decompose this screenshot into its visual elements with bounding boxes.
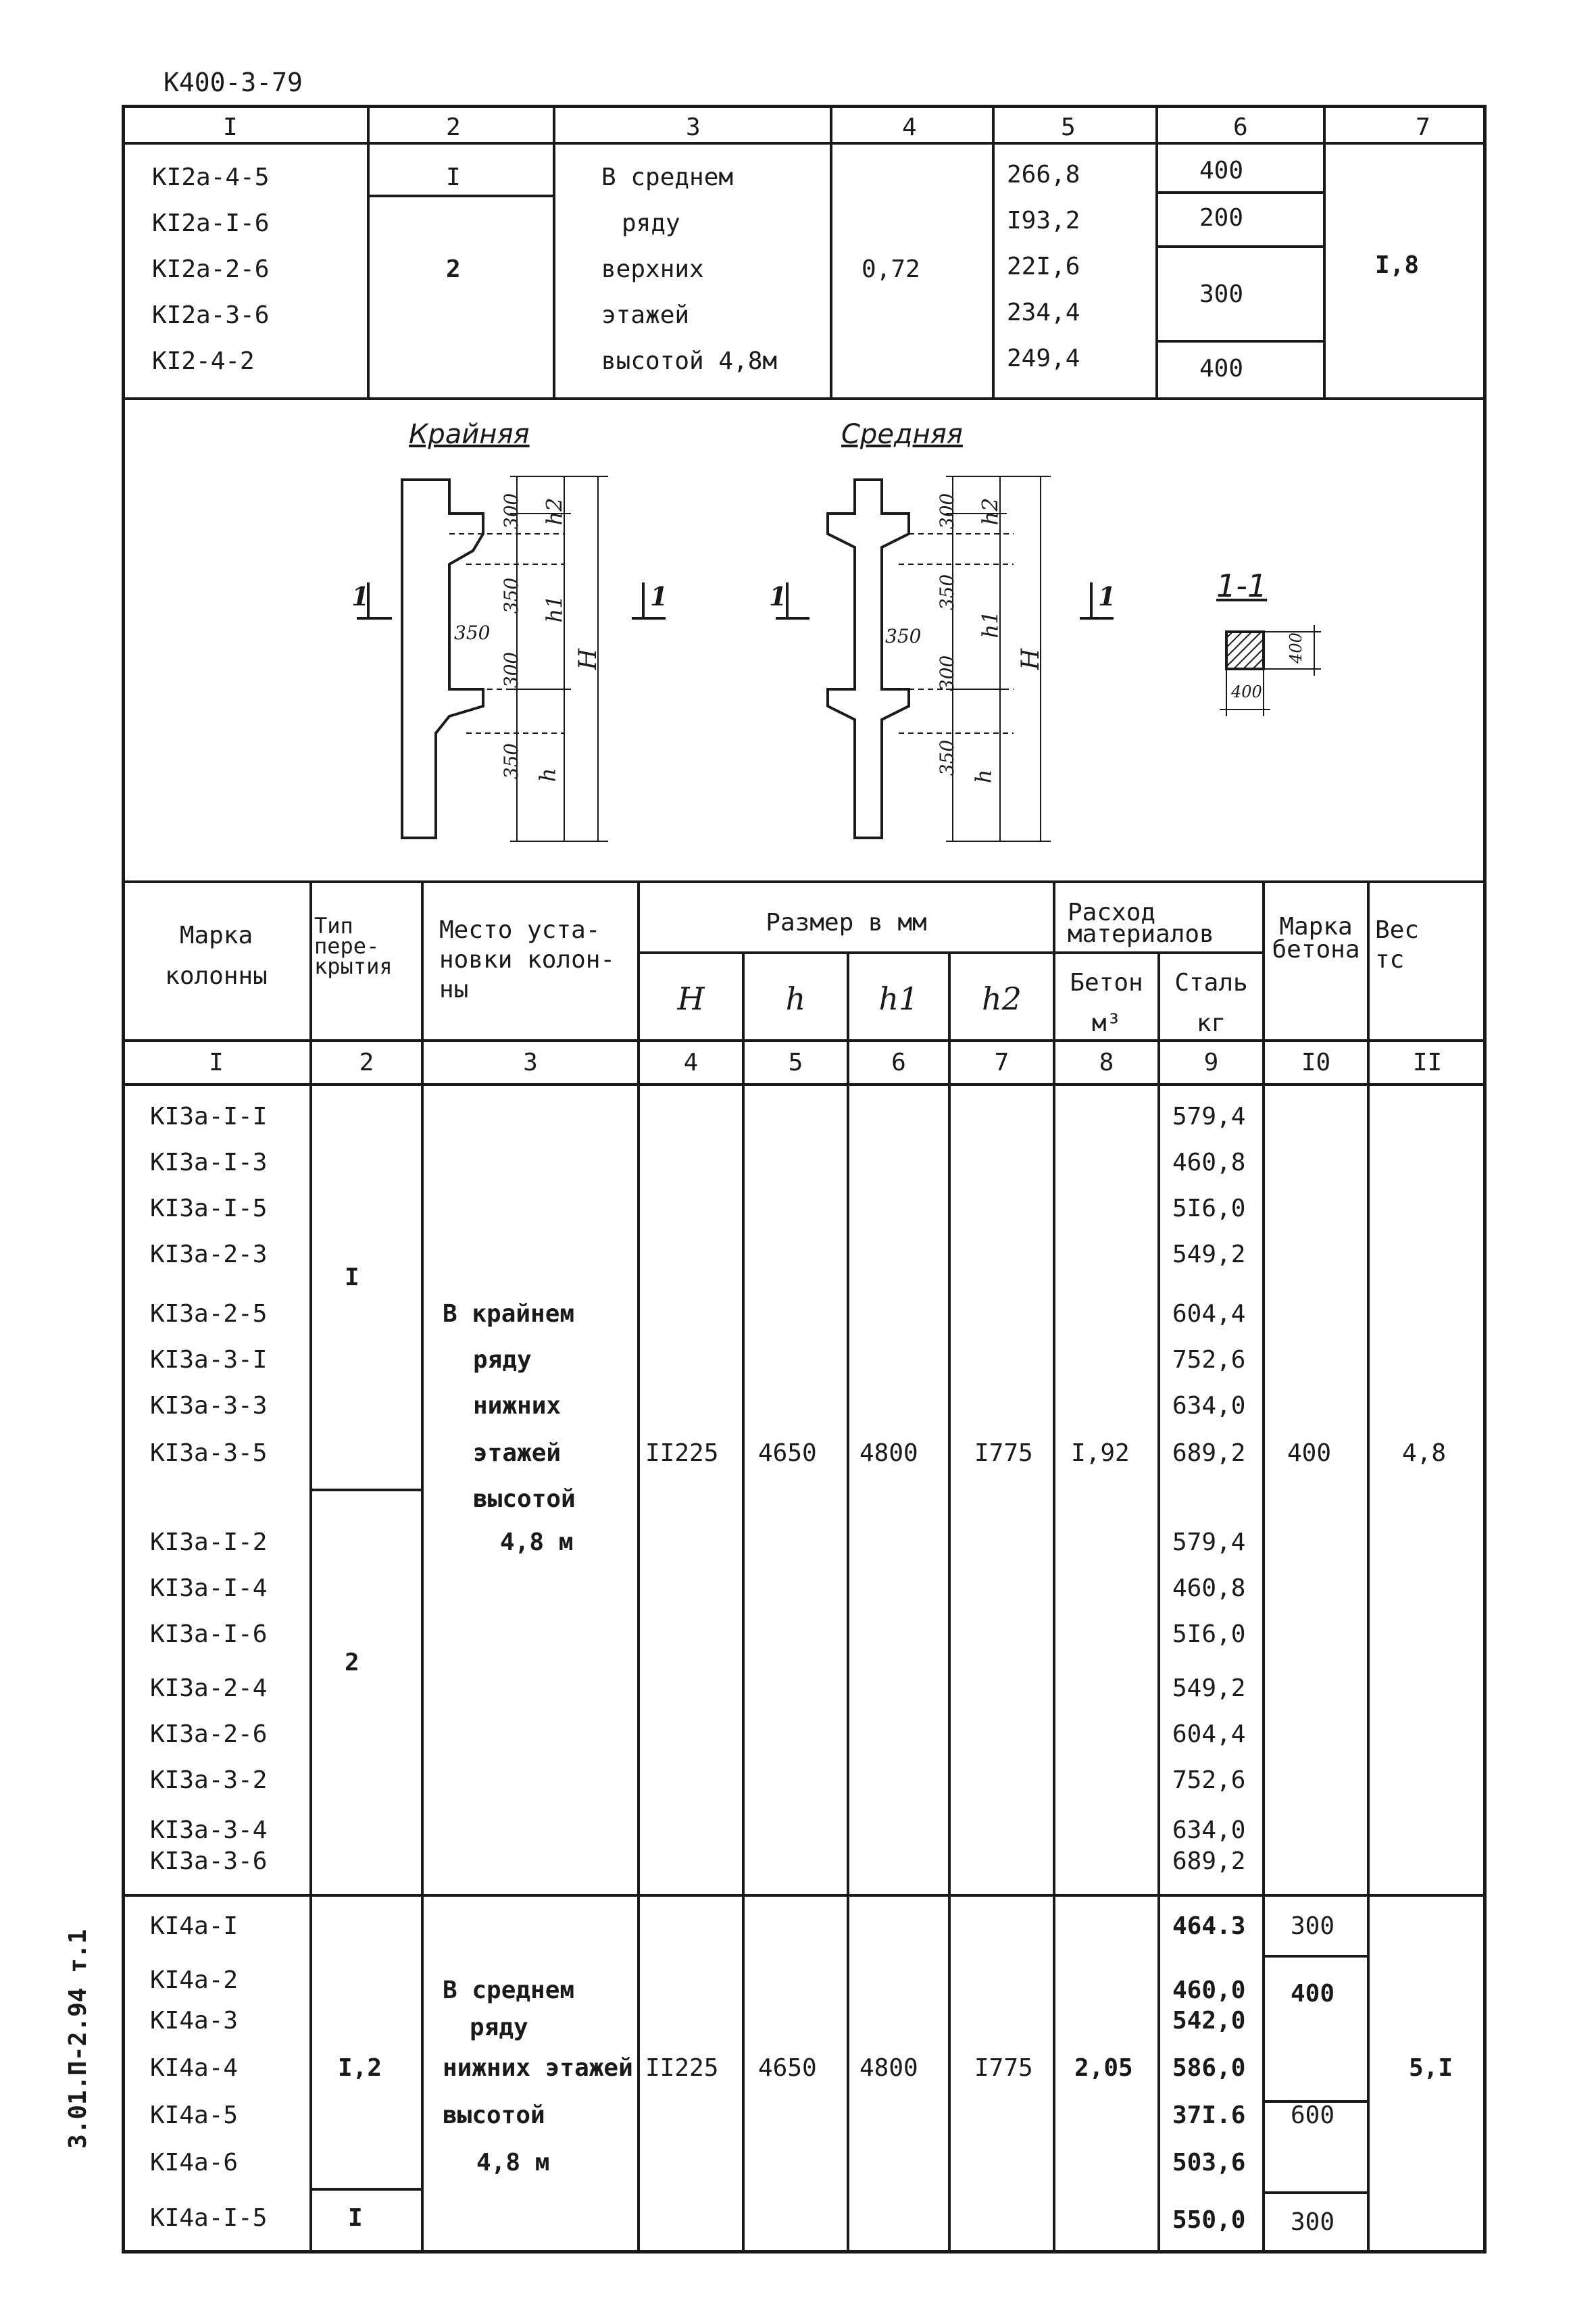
group1-steel: 579,4 (1172, 1528, 1246, 1556)
dim-h2: h2 (541, 497, 568, 526)
edge-column-label: Крайняя (409, 419, 530, 450)
table-row-mark: КI4а-3 (150, 2007, 239, 2035)
col-num: 2 (359, 1049, 374, 1076)
table-row-mark: КI3а-I-5 (150, 1195, 268, 1222)
top-steel: I93,2 (1007, 207, 1080, 234)
dim-350: 350 (936, 739, 959, 776)
group2-grade: 300 (1291, 1912, 1335, 1940)
col-num: 3 (523, 1049, 538, 1076)
header-h: h (785, 980, 806, 1017)
top-place: ряду (622, 209, 680, 237)
dim-350: 350 (936, 574, 959, 611)
col-num: 5 (788, 1049, 803, 1076)
table-row-mark: КI3а-I-3 (150, 1149, 268, 1176)
table-row-mark: КI3а-2-6 (150, 1720, 268, 1748)
top-grade: 400 (1199, 157, 1244, 184)
group1-H: II225 (645, 1439, 719, 1467)
group1-place: нижних (473, 1392, 562, 1420)
dim-300: 300 (936, 655, 959, 692)
section-mark-2: 1 (650, 581, 668, 612)
dim-h2: h2 (977, 497, 1003, 526)
table-row-mark: КI4а-6 (150, 2149, 239, 2176)
dim-400: 400 (1286, 632, 1305, 664)
group2-weight: 5,I (1409, 2054, 1453, 2082)
group1-steel: 634,0 (1172, 1392, 1246, 1420)
table-row-mark: КI3а-3-4 (150, 1816, 268, 1844)
group2-grade: 600 (1291, 2101, 1335, 2129)
dim-h1: h1 (977, 610, 1003, 639)
top-steel: 22I,6 (1007, 253, 1080, 280)
group1-place: этажей (473, 1439, 562, 1467)
top-col-num-6: 6 (1233, 114, 1248, 141)
group1-steel: 579,4 (1172, 1103, 1246, 1130)
top-place: высотой 4,8м (601, 347, 778, 375)
top-steel: 266,8 (1007, 161, 1080, 189)
section-label: 1-1 (1216, 568, 1268, 604)
group2-h: 4650 (758, 2054, 817, 2082)
group1-steel: 460,8 (1172, 1149, 1246, 1176)
top-mark: КI2а-2-6 (152, 255, 270, 283)
table-row-mark: КI4а-5 (150, 2101, 239, 2129)
table-row-mark: КI3а-2-4 (150, 1674, 268, 1702)
group1-steel: 5I6,0 (1172, 1620, 1246, 1648)
col-num: 9 (1203, 1049, 1219, 1076)
header-consumption: Расход материалов (1068, 899, 1214, 948)
side-code: 3.01.П-2.94 т.1 (64, 1928, 92, 2149)
dim-h1: h1 (541, 595, 568, 623)
table-row-mark: КI3а-I-6 (150, 1620, 268, 1648)
group1-grade: 400 (1287, 1439, 1332, 1467)
header-type: Тип пере- крытия (314, 913, 393, 979)
dim-h: h (534, 768, 561, 782)
group2-steel: 503,6 (1172, 2149, 1246, 2176)
top-type-1: I (446, 164, 461, 191)
group1-steel: 752,6 (1172, 1346, 1246, 1374)
group1-steel: 689,2 (1172, 1439, 1246, 1467)
top-grade: 300 (1199, 280, 1244, 308)
section-square (1226, 632, 1264, 669)
group2-h2: I775 (974, 2054, 1033, 2082)
top-weight: I,8 (1375, 251, 1420, 279)
table-row-mark: КI3а-3-5 (150, 1439, 268, 1467)
top-mark: КI2-4-2 (152, 347, 255, 375)
group2-place: В среднем (443, 1976, 575, 2004)
group1-place: В крайнем (443, 1300, 575, 1328)
middle-column-drawing (828, 480, 909, 838)
col-num: 7 (994, 1049, 1009, 1076)
group2-place: 4,8 м (476, 2149, 550, 2176)
table-row-mark: КI3а-I-4 (150, 1574, 268, 1602)
dim-350: 350 (500, 743, 523, 780)
sheet-code: К400-3-79 (164, 68, 303, 97)
dim-300: 300 (500, 493, 523, 530)
header-size: Размер в мм (766, 909, 927, 937)
dim-H: H (574, 648, 603, 670)
table-row-mark: КI4а-I-5 (150, 2204, 268, 2232)
dim-350: 350 (500, 577, 523, 614)
col-num: I0 (1301, 1049, 1331, 1076)
group1-type-b: 2 (345, 1649, 359, 1676)
top-place: верхних (601, 255, 704, 283)
group1-place: высотой (473, 1485, 576, 1513)
group2-h1: 4800 (859, 2054, 918, 2082)
group2-steel: 550,0 (1172, 2206, 1246, 2234)
dim-300: 300 (936, 493, 959, 530)
group2-concrete: 2,05 (1074, 2054, 1133, 2082)
section-mark-3: 1 (769, 581, 787, 612)
table-row-mark: КI4а-2 (150, 1966, 239, 1994)
table-row-mark: КI3а-3-I (150, 1346, 268, 1374)
table-row-mark: КI3а-3-2 (150, 1766, 268, 1794)
group2-type-b: I (348, 2204, 363, 2232)
table-row-mark: КI4а-4 (150, 2054, 239, 2082)
top-col-num-1: I (223, 114, 238, 141)
top-type-2: 2 (446, 255, 461, 283)
header-h1: h1 (878, 980, 919, 1017)
group1-steel: 752,6 (1172, 1766, 1246, 1794)
top-col-num-5: 5 (1061, 114, 1076, 141)
header-weight: Вес тс (1375, 916, 1420, 974)
header-h2: h2 (982, 980, 1022, 1017)
top-col-num-7: 7 (1416, 114, 1430, 141)
top-grade: 200 (1199, 204, 1244, 232)
table-row-mark: КI3а-2-3 (150, 1241, 268, 1268)
top-col-num-4: 4 (902, 114, 917, 141)
group1-steel: 549,2 (1172, 1674, 1246, 1702)
top-grade: 400 (1199, 355, 1244, 382)
table-row-mark: КI4а-I (150, 1912, 239, 1940)
group1-place: 4,8 м (500, 1528, 574, 1556)
group2-place: ряду (470, 2014, 528, 2041)
dim-300: 300 (500, 651, 523, 689)
top-place: В среднем (601, 164, 734, 191)
group2-H: II225 (645, 2054, 719, 2082)
group1-steel: 460,8 (1172, 1574, 1246, 1602)
group2-steel: 460,0 (1172, 1976, 1246, 2004)
header-place: Место уста- новки колон- ны (439, 916, 616, 1003)
table-row-mark: КI3а-3-6 (150, 1847, 268, 1875)
group1-place: ряду (473, 1346, 532, 1374)
section-mark-1: 1 (351, 581, 370, 612)
table-row-mark: КI3а-2-5 (150, 1300, 268, 1328)
dim-400: 400 (1231, 682, 1262, 701)
dim-H: H (1017, 648, 1045, 670)
top-steel: 234,4 (1007, 299, 1080, 326)
group1-steel: 689,2 (1172, 1847, 1246, 1875)
middle-column-label: Средняя (841, 419, 963, 450)
col-num: 4 (683, 1049, 699, 1076)
group2-steel: 586,0 (1172, 2054, 1246, 2082)
dim-350: 350 (454, 622, 491, 644)
group1-h1: 4800 (859, 1439, 918, 1467)
group2-place: нижних этажей (443, 2054, 633, 2082)
table-row-mark: КI3а-I-2 (150, 1528, 268, 1556)
col-num: I (209, 1049, 224, 1076)
group1-weight: 4,8 (1402, 1439, 1447, 1467)
col-num: 8 (1099, 1049, 1114, 1076)
top-concrete: 0,72 (862, 255, 920, 283)
group2-steel: 464.3 (1172, 1912, 1246, 1940)
group1-type-a: I (345, 1264, 359, 1291)
header-mark: Марка колонны (165, 922, 268, 990)
group2-type-a: I,2 (338, 2054, 382, 2082)
col-num: II (1412, 1049, 1443, 1076)
top-col-num-3: 3 (686, 114, 701, 141)
group1-steel: 549,2 (1172, 1241, 1246, 1268)
group2-steel: 542,0 (1172, 2007, 1246, 2035)
dim-h: h (970, 769, 997, 784)
table-row-mark: КI3а-3-3 (150, 1392, 268, 1420)
group2-grade: 300 (1291, 2208, 1335, 2236)
header-concrete: Бетон м³ (1070, 969, 1143, 1037)
group1-h2: I775 (974, 1439, 1033, 1467)
header-grade: Марка бетона (1272, 913, 1360, 964)
group1-steel: 604,4 (1172, 1300, 1246, 1328)
section-mark-4: 1 (1098, 581, 1116, 612)
header-steel: Сталь кг (1174, 969, 1248, 1037)
top-mark: КI2а-4-5 (152, 164, 270, 191)
group1-concrete: I,92 (1071, 1439, 1130, 1467)
table-row-mark: КI3а-I-I (150, 1103, 268, 1130)
group1-steel: 604,4 (1172, 1720, 1246, 1748)
col-num: 6 (891, 1049, 906, 1076)
dim-350: 350 (885, 625, 922, 647)
group1-h: 4650 (758, 1439, 817, 1467)
header-H: H (677, 980, 705, 1017)
group2-place: высотой (443, 2101, 545, 2129)
top-steel: 249,4 (1007, 345, 1080, 372)
top-place: этажей (601, 301, 690, 329)
top-mark: КI2а-I-6 (152, 209, 270, 237)
group1-steel: 634,0 (1172, 1816, 1246, 1844)
group1-steel: 5I6,0 (1172, 1195, 1246, 1222)
top-mark: КI2а-3-6 (152, 301, 270, 329)
group2-steel: 37I.6 (1172, 2101, 1246, 2129)
top-col-num-2: 2 (446, 114, 461, 141)
group2-grade: 400 (1291, 1980, 1335, 2008)
